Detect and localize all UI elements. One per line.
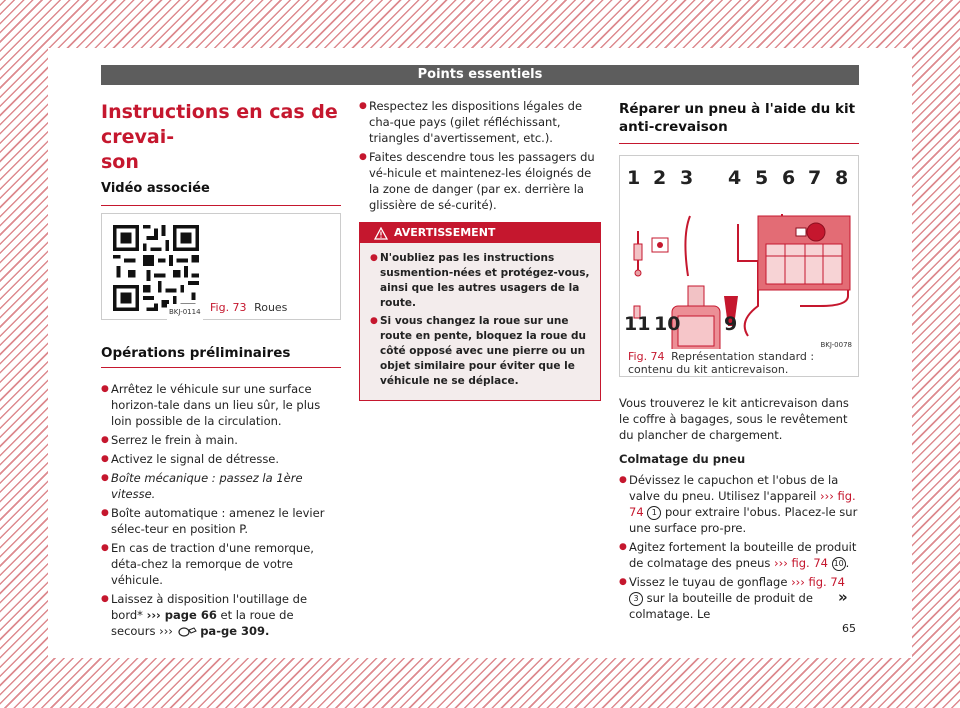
- repair-title: Réparer un pneu à l'aide du kit anti-crevaison: [619, 101, 856, 135]
- list-item: ● Activez le signal de détresse.: [101, 451, 341, 467]
- callout-8: 8: [835, 167, 849, 189]
- middle-column: [359, 98, 601, 401]
- callout-7: 7: [808, 167, 822, 189]
- callout-5: 5: [755, 167, 769, 189]
- qr-code-icon[interactable]: [109, 221, 203, 315]
- callout-10: 10: [654, 313, 681, 335]
- page-title: Instructions en cas de crevai- son: [101, 101, 338, 173]
- prelim-title: Opérations préliminaires: [101, 345, 291, 361]
- page-link[interactable]: pa-ge 309.: [200, 624, 270, 638]
- list-item: ● Laissez à disposition l'outillage de bord* ››› page 66 et la roue de secours ››› pa-ge 309.: [101, 591, 341, 639]
- callout-4: 4: [728, 167, 742, 189]
- callout-2: 2: [653, 167, 667, 189]
- intro-text: Vous trouverez le kit anticrevaison dans le coffre à bagages, sous le revêtement du plancher de chargement.: [619, 396, 849, 442]
- page-number: 65: [842, 622, 856, 635]
- right-column: [619, 100, 859, 625]
- callout-1: 1: [627, 167, 641, 189]
- list-item: ● Arrêtez le véhicule sur une surface horizon-tale dans un lieu sûr, le plus loin possible de la circulation.: [101, 381, 341, 429]
- colmatage-title: Colmatage du pneu: [619, 452, 746, 466]
- video-label: Vidéo associée: [101, 181, 210, 196]
- figure-caption: Roues: [254, 301, 288, 314]
- callout-ref: 3: [629, 592, 643, 606]
- list-item: ● Vissez le tuyau de gonflage ››› fig. 74 3 sur la bouteille de produit de colmatage. Le: [619, 574, 859, 622]
- list-item: ● Boîte automatique : amenez le levier sélec-teur en position P.: [101, 505, 341, 537]
- figure-code: BKJ-0114: [167, 304, 203, 320]
- warning-title: AVERTISSEMENT: [394, 226, 496, 239]
- section-header: Points essentiels: [101, 65, 859, 85]
- left-column: [101, 100, 341, 642]
- callout-6: 6: [782, 167, 796, 189]
- callout-ref: 1: [647, 506, 661, 520]
- page-link[interactable]: ››› page 66: [146, 608, 217, 622]
- figure-74: [619, 155, 859, 377]
- figure-ref[interactable]: ››› fig. 74: [791, 575, 846, 589]
- callout-9: 9: [724, 313, 738, 335]
- callout-11: 11: [624, 313, 651, 335]
- prelim-list: [101, 381, 341, 639]
- continue-marker: »: [838, 588, 848, 606]
- callout-3: 3: [680, 167, 694, 189]
- warning-item: ● Si vous changez la roue sur une route en pente, bloquez la roue du côté opposé avec une pierre ou un objet similaire pour éviter que le véhicule ne se déplace.: [370, 314, 590, 389]
- figure-number: Fig. 74: [628, 350, 665, 363]
- figure-ref[interactable]: ››› fig. 74: [774, 556, 828, 570]
- warning-item: ● N'oubliez pas les instructions susmention-nées et protégez-vous, ainsi que les autres usagers de la route.: [370, 251, 590, 311]
- list-item: ● Respectez les dispositions légales de cha-que pays (gilet réfléchissant, triangles d'avertissement, etc.).: [359, 98, 601, 146]
- colmatage-list: [619, 472, 859, 622]
- list-item: ● Serrez le frein à main.: [101, 432, 341, 448]
- figure-code: BKJ-0078: [820, 341, 852, 349]
- list-item: ● Agitez fortement la bouteille de produit de colmatage des pneus ››› fig. 74 10 .: [619, 539, 859, 571]
- list-item: ● En cas de traction d'une remorque, déta-chez la remorque de votre véhicule.: [101, 540, 341, 588]
- callout-ref: 10: [832, 557, 846, 571]
- warning-icon: [374, 227, 388, 240]
- figure-73: [101, 213, 341, 320]
- list-item: ● Faites descendre tous les passagers du vé-hicule et maintenez-les éloignés de la zone de danger (par ex. derrière la glissière de sé-curité).: [359, 149, 601, 213]
- safety-list: [359, 98, 601, 213]
- figure-caption: Représentation standard : contenu du kit anticrevaison.: [628, 350, 815, 376]
- figure-number: Fig. 73: [210, 301, 247, 314]
- list-item: ● Boîte mécanique : passez la 1ère vitesse.: [101, 470, 341, 502]
- spare-wheel-icon: [177, 626, 197, 638]
- figure-ref[interactable]: ››› fig. 74: [629, 489, 856, 519]
- warning-box: [359, 222, 601, 401]
- list-item: ● Dévissez le capuchon et l'obus de la valve du pneu. Utilisez l'appareil ››› fig. 74 1 pour extraire l'obus. Placez-le sur une surface pro-pre.: [619, 472, 859, 536]
